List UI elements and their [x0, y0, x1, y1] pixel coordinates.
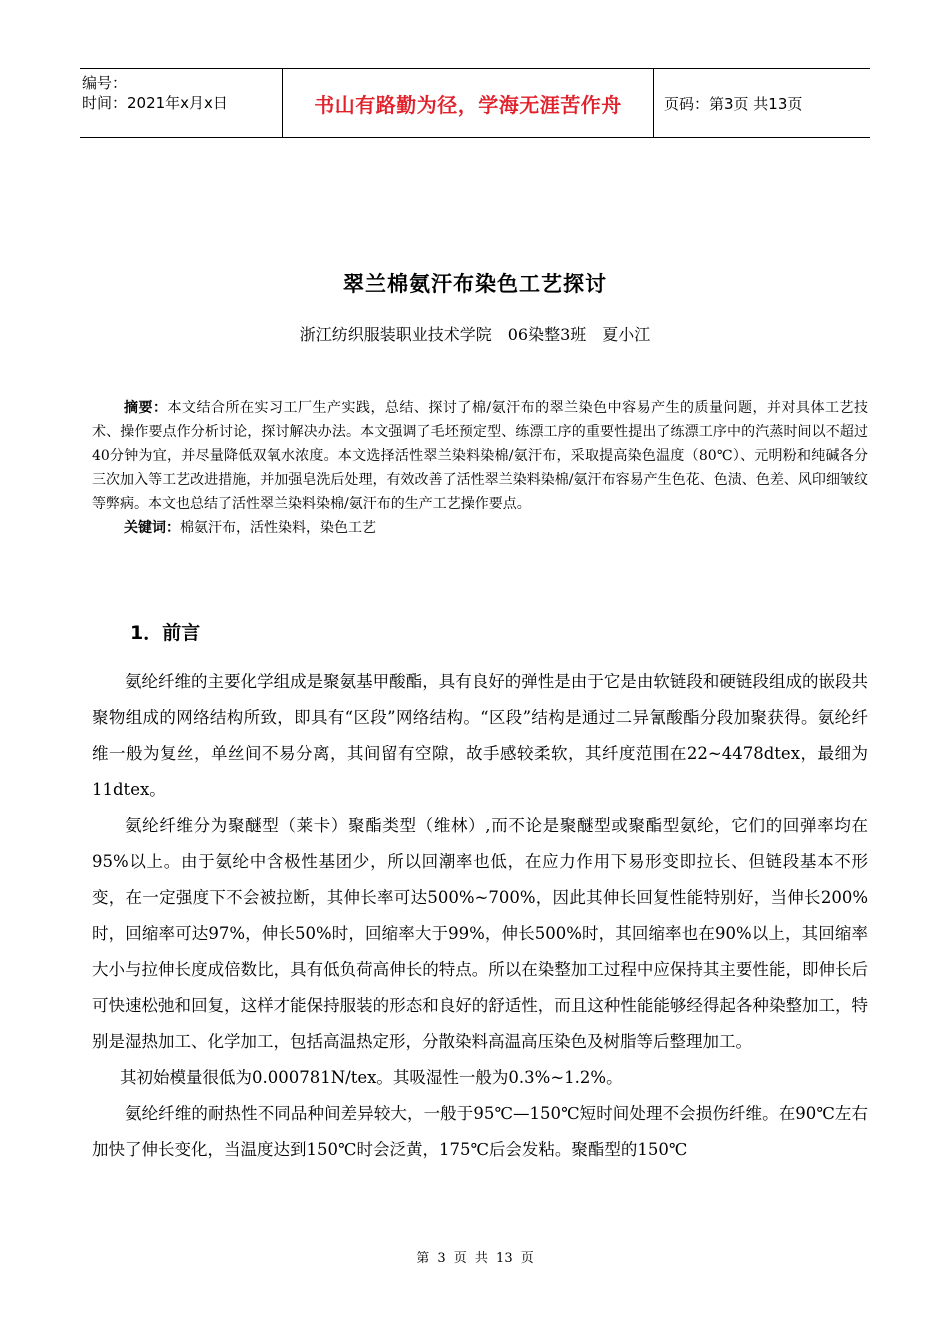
keywords-text: 棉氨汗布，活性染料，染色工艺: [180, 520, 376, 536]
page-header: [80, 68, 870, 138]
header-page-info: 页码：第3页 共13页: [664, 94, 803, 113]
keywords-paragraph: [92, 516, 868, 540]
document-title: 翠兰棉氨汗布染色工艺探讨: [343, 272, 607, 296]
abstract-block: [92, 396, 868, 540]
keywords-label: 关键词：: [124, 520, 180, 536]
time-label: 时间：2021年x月x日: [82, 94, 228, 112]
section-heading: 1．前言: [130, 622, 201, 644]
header-meta: [80, 69, 283, 137]
author-line: 浙江纺织服装职业技术学院 06染整3班 夏小江: [299, 325, 651, 344]
page-footer: 第 3 页 共 13 页: [416, 1251, 534, 1266]
abstract-text: 本文结合所在实习工厂生产实践，总结、探讨了棉/氨汗布的翠兰染色中容易产生的质量问题，并对具体工艺技术、操作要点作分析讨论，探讨解决办法。本文强调了毛坯预定型、练漂工序的重要性提出了练漂工序中的汽蒸时间以不超过40分钟为宜，并尽量降低双氧水浓度。本文选择活性翠兰染料染棉/氨汗布，采取提高染色温度（80℃）、元明粉和纯碱各分三次加入等工艺改进措施，并加强皂洗后处理，有效改善了活性翠兰染料染棉/氨汗布容易产生色花、色渍、色差、风印细皱纹等弊病。本文也总结了活性翠兰染料染棉/氨汗布的生产工艺操作要点。: [92, 400, 869, 512]
body-paragraph: 其初始模量很低为0.000781N/tex。其吸湿性一般为0.3%~1.2%。: [120, 1068, 623, 1087]
header-motto-cell: [283, 69, 654, 137]
body-text: [92, 664, 868, 1168]
header-motto: 书山有路勤为径，学海无涯苦作舟: [314, 92, 622, 117]
abstract-label: 摘要：: [124, 400, 168, 416]
number-label: 编号：: [82, 74, 128, 92]
body-paragraph: 氨纶纤维的主要化学组成是聚氨基甲酸酯，具有良好的弹性是由于它是由软链段和硬链段组成的嵌段共聚物组成的网络结构所致，即具有“区段”网络结构。“区段”结构是通过二异氰酸酯分段加聚获得。氨纶纤维一般为复丝，单丝间不易分离，其间留有空隙，故手感较柔软，其纤度范围在22~4478dtex，最细为11dtex。: [92, 672, 868, 799]
body-paragraph: 氨纶纤维的耐热性不同品种间差异较大，一般于95℃—150℃短时间处理不会损伤纤维。在90℃左右加快了伸长变化，当温度达到150℃时会泛黄，175℃后会发粘。聚酯型的150℃: [92, 1104, 868, 1159]
abstract-paragraph: [92, 396, 868, 516]
body-paragraph: 氨纶纤维分为聚醚型（莱卡）聚酯类型（维林）,而不论是聚醚型或聚酯型氨纶，它们的回弹率均在95%以上。由于氨纶中含极性基团少，所以回潮率也低，在应力作用下易形变即拉长、但链段基本不形变，在一定强度下不会被拉断，其伸长率可达500%~700%，因此其伸长回复性能特别好，当伸长200%时，回缩率可达97%，伸长50%时，回缩率大于99%，伸长500%时，其回缩率也在90%以上，其回缩率大小与拉伸长度成倍数比，具有低负荷高伸长的特点。所以在染整加工过程中应保持其主要性能，即伸长后可快速松弛和回复，这样才能保持服装的形态和良好的舒适性，而且这种性能能够经得起各种染整加工，特别是湿热加工、化学加工，包括高温热定形，分散染料高温高压染色及树脂等后整理加工。: [92, 816, 868, 1051]
